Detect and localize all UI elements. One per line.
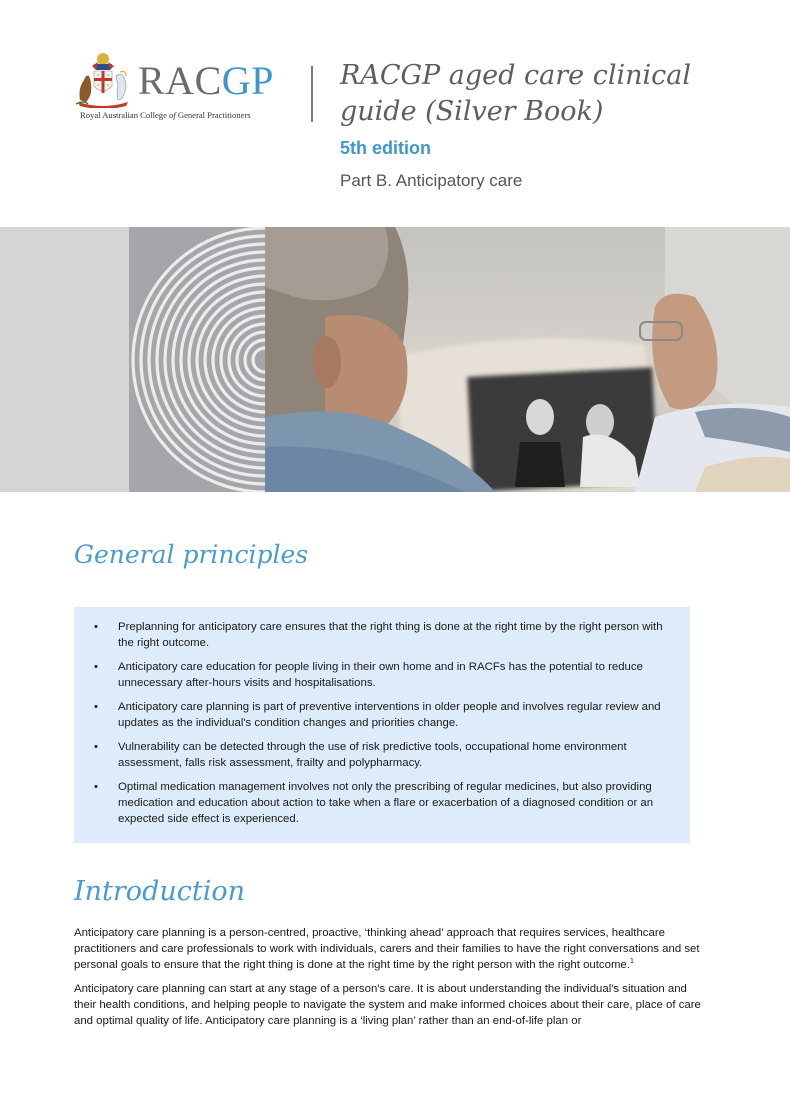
hero-banner: [0, 227, 790, 492]
hero-photo: [265, 227, 790, 492]
intro-paragraph: Anticipatory care planning can start at any stage of a person's care. It is about understanding the individual's situation and their health conditions, and helping people to navigate the system and make informed choices about their care, place of care and optimal quality of life. Anticipatory care planning is a ‘living plan’ rather than an end-of-life plan or: [74, 983, 701, 1027]
logo-wordmark: RACGP: [138, 58, 274, 103]
introduction-body: [74, 925, 710, 1037]
bullet-icon: •: [94, 621, 98, 633]
bullet-icon: •: [94, 661, 98, 673]
footnote-reference[interactable]: 1: [629, 958, 634, 966]
introduction-heading: Introduction: [74, 876, 245, 907]
document-header: [0, 0, 790, 226]
list-item: • Anticipatory care education for people living in their own home and in RACFs has the potential to reduce unnecessary after-hours visits and hospitalisations.: [94, 661, 643, 689]
edition-label: 5th edition: [340, 138, 431, 158]
document-title: RACGP aged care clinical guide (Silver Book): [340, 60, 691, 127]
bullet-icon: •: [94, 701, 98, 713]
racgp-logo: [74, 52, 284, 122]
list-item: • Anticipatory care planning is part of preventive interventions in older people and involves regular review and updates as the individual's condition changes and priorities change.: [94, 701, 661, 729]
intro-paragraph: Anticipatory care planning is a person-centred, proactive, ‘thinking ahead’ approach that requires services, healthcare practitioners and care professionals to work with individuals, carers and their families to have the right conversations and set personal goals to ensure that the right thing is done at the right time by the right person with the right outcome.$^1$: [74, 927, 700, 971]
logo-subtitle: Royal Australian College of General Practitioners: [80, 110, 251, 120]
banner-light-band: [0, 227, 129, 492]
part-label: Part B. Anticipatory care: [340, 171, 523, 190]
bullet-icon: •: [94, 741, 98, 753]
coat-of-arms-icon: [74, 52, 132, 108]
general-principles-heading: General principles: [74, 540, 309, 569]
list-item: • Optimal medication management involves not only the prescribing of regular medicines, but also providing medication and education about action to take when a flare or exacerbation of a diagnosed condition or an expected side effect is experienced.: [94, 781, 654, 825]
principles-list: [74, 607, 690, 827]
concentric-circles-icon: [129, 227, 265, 492]
banner-mid-band: [129, 227, 265, 492]
header-divider: [311, 66, 313, 122]
bullet-icon: •: [94, 781, 98, 793]
elderly-couple-photo-icon: [265, 227, 790, 492]
list-item: • Preplanning for anticipatory care ensures that the right thing is done at the right time by the right person with the right outcome.: [94, 621, 663, 649]
list-item: • Vulnerability can be detected through the use of risk predictive tools, occupational home environment assessment, falls risk assessment, frailty and polypharmacy.: [94, 741, 627, 769]
general-principles-box: [74, 607, 690, 843]
